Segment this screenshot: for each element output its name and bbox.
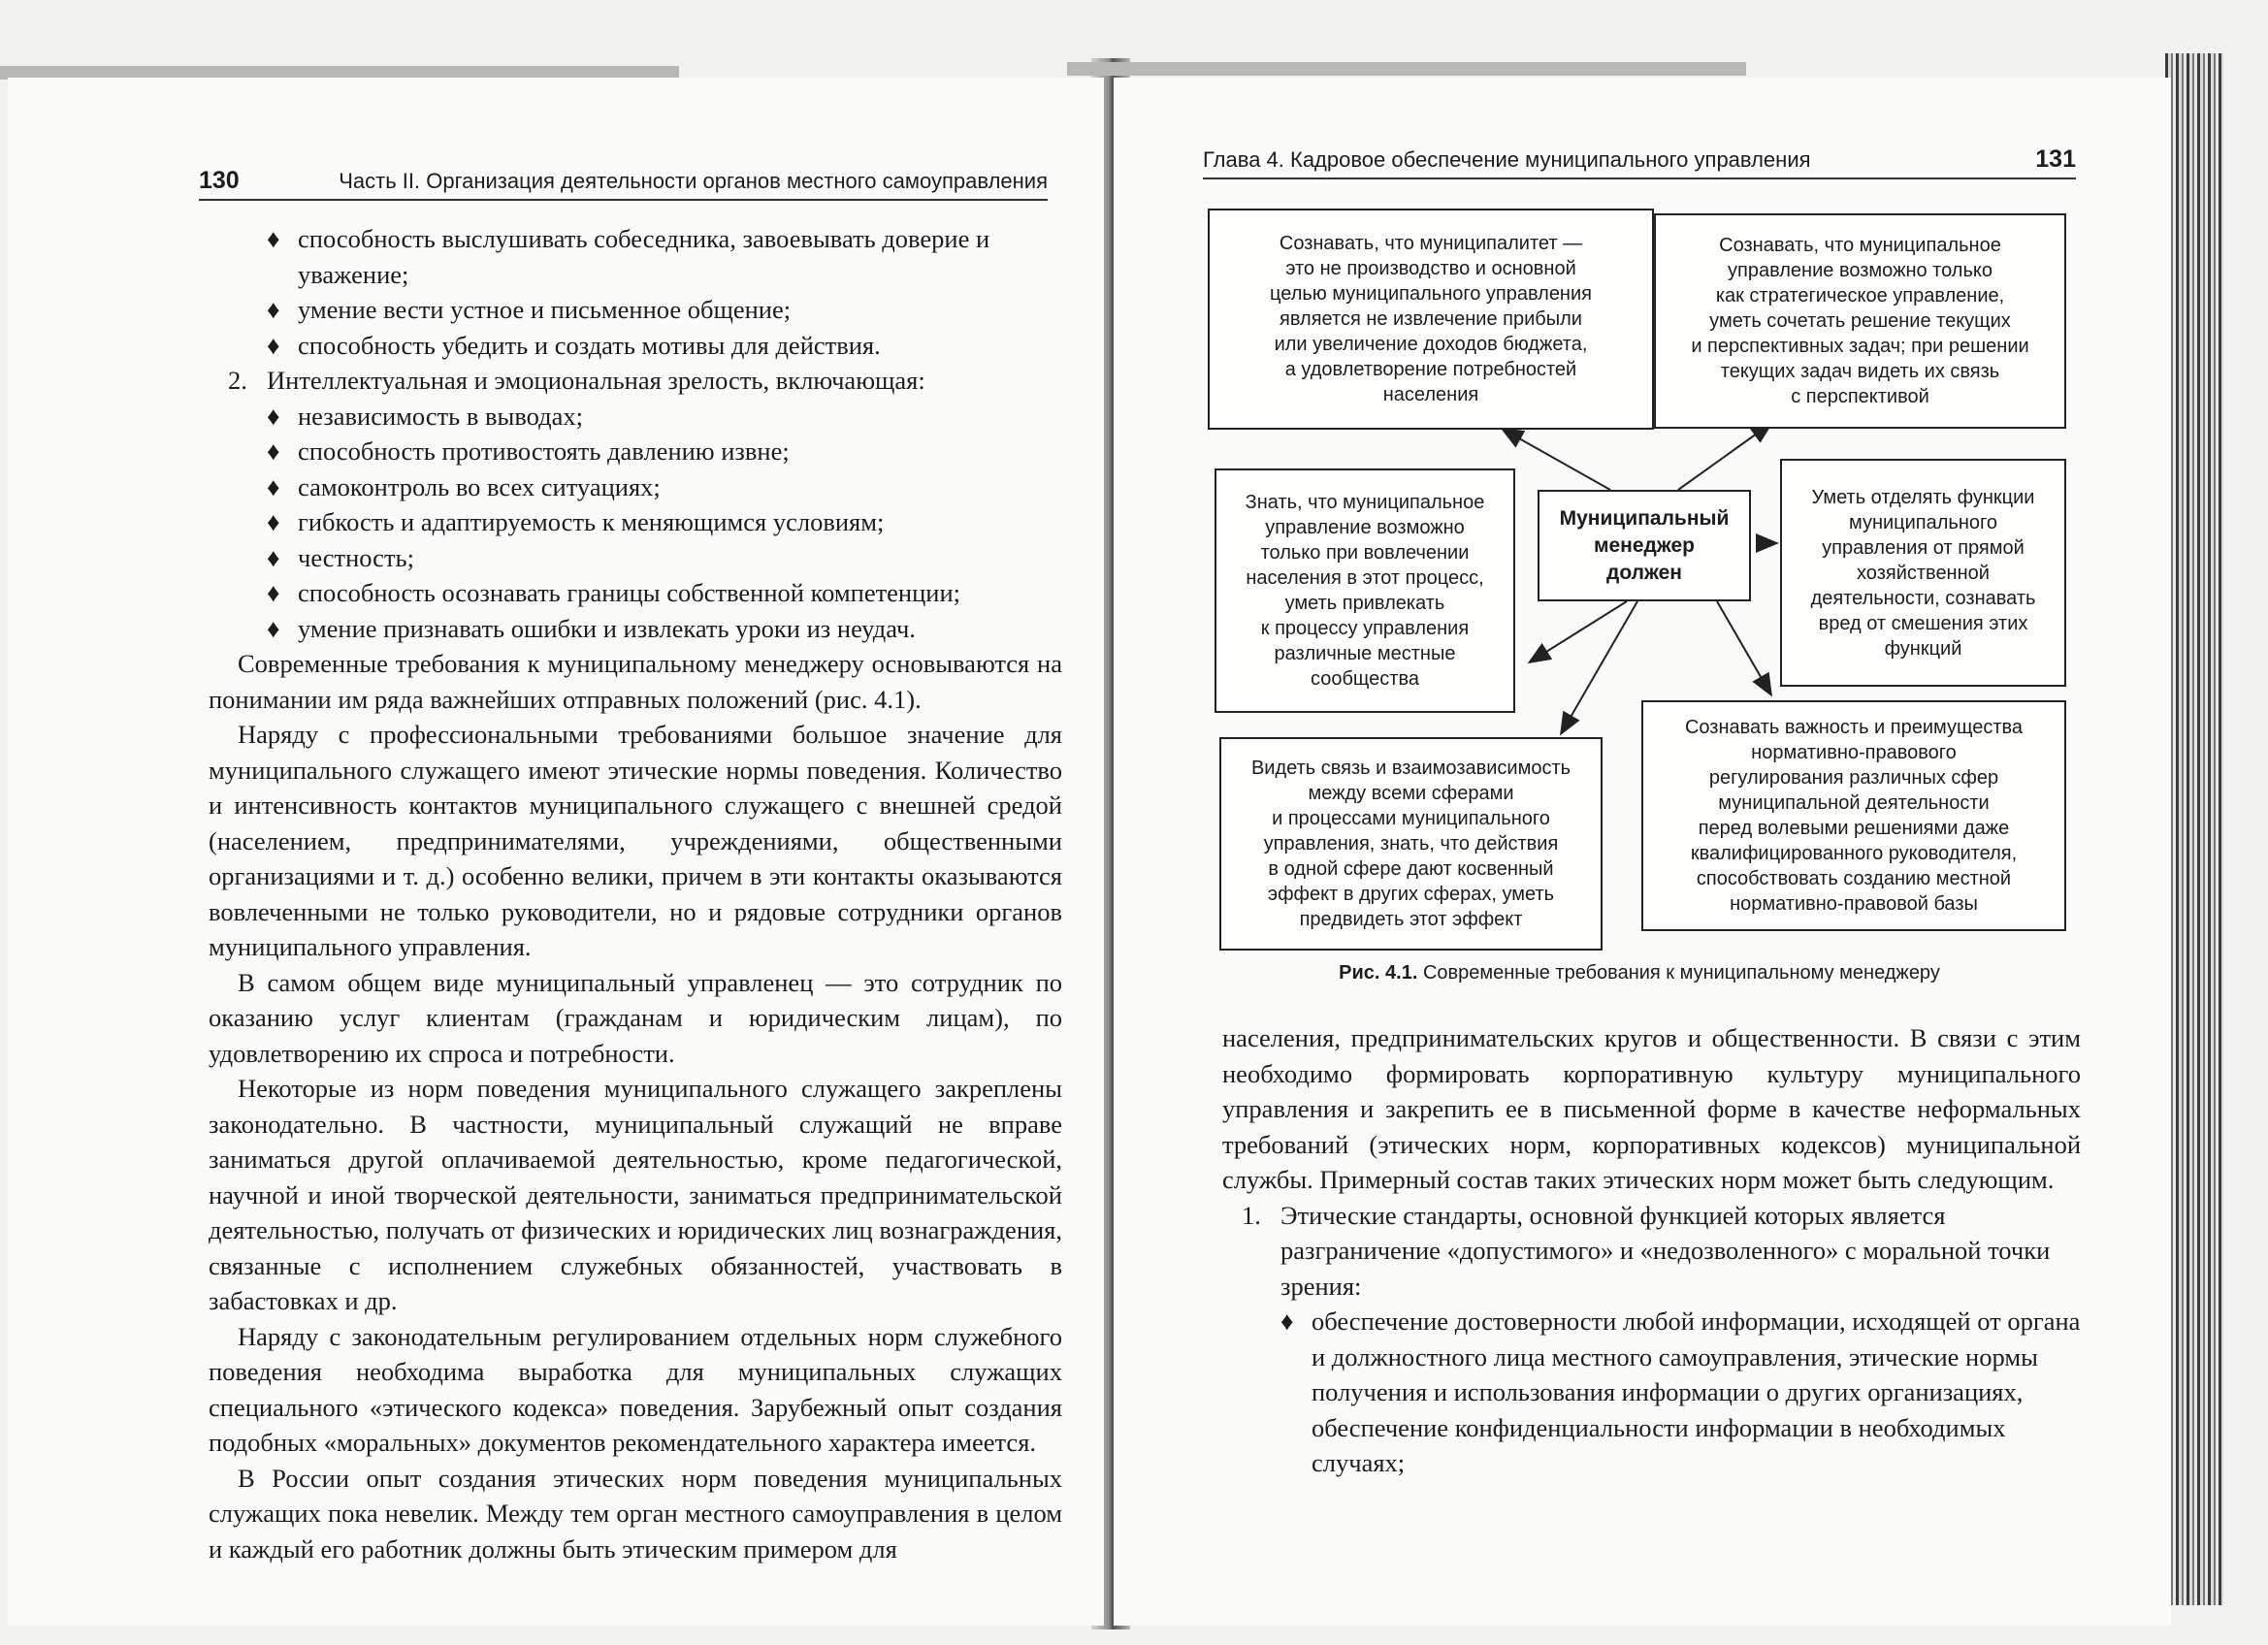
list-text: Интеллектуальная и эмоциональная зрелость, включающая: [267, 366, 925, 395]
box-text-line: эффект в других сферах, уметь [1267, 884, 1555, 905]
bullet-icon: ♦ [267, 542, 280, 572]
bullet-icon: ♦ [1280, 1306, 1294, 1336]
box-text-line: Видеть связь и взаимозависимость [1250, 758, 1571, 779]
bullet-icon: ♦ [267, 578, 280, 607]
paragraph: Наряду с законодательным регулированием отдельных норм служебного поведения необходима выработка для муниципальных служащих специального «этического кодекса» поведения. Зарубежный опыт создания подобных «моральных» документов рекомендательного характера имеется. [209, 1321, 1062, 1457]
box-text-line: или увеличение доходов бюджета, [1274, 334, 1588, 355]
box-text-line: это не производство и основной [1285, 258, 1576, 279]
box-text-line: управление возможно только [1728, 260, 1993, 281]
scan-shadow [1067, 62, 1746, 76]
bullet-item [267, 540, 1062, 576]
box-text-line: различные местные [1274, 643, 1456, 664]
box-text-line: Муниципальный [1559, 506, 1730, 530]
box-text-line: только при вовлечении [1260, 542, 1470, 564]
box-text-line: уметь сочетать решение текущих [1709, 310, 2011, 332]
box-text-line: Сознавать важность и преимущества [1684, 717, 2024, 738]
box-text-line: муниципального [1848, 511, 1997, 533]
box-text-line: целью муниципального управления [1270, 283, 1592, 305]
right-running-head [1203, 145, 2076, 179]
running-head-title: Глава 4. Кадровое обеспечение муниципального управления [1203, 147, 1811, 172]
bullet-text: способность выслушивать собеседника, завоевывать доверие и уважение; [298, 224, 990, 289]
box-text-line: текущих задач видеть их связь [1720, 361, 2000, 382]
bullet-text: самоконтроль во всех ситуациях; [298, 471, 661, 501]
bullet-text: способность убедить и создать мотивы для действия. [298, 330, 881, 360]
bullet-icon: ♦ [267, 613, 280, 643]
box-text-line: перед волевыми решениями даже [1698, 818, 2010, 839]
box-text-line: и перспективных задач; при решении [1691, 336, 2029, 357]
box-text-line: должен [1606, 561, 1682, 584]
right-page-text [1222, 1020, 2081, 1481]
box-text-line: Уметь отделять функции [1811, 486, 2035, 508]
left-page-text [209, 221, 1062, 1566]
box-text-line: нормативно-правового [1751, 742, 1957, 763]
box-text-line: вред от смешения этих [1818, 612, 2028, 634]
paragraph: Некоторые из норм поведения муниципального служащего закреплены законодательно. В частности, муниципальный служащий не вправе заниматься другой оплачиваемой деятельностью, кроме педагогической, научной и иной творческой деятельности, заниматься предпринимательской деятельностью, получать от физических и юридических лиц вознаграждения, связанные с исполнением служебных обязанностей, участвовать в забастовках и др. [209, 1074, 1062, 1315]
box-text-line: деятельности, сознавать [1810, 587, 2036, 609]
bullet-text: способность противостоять давлению извне; [298, 436, 790, 466]
bullet-text: гибкость и адаптируемость к меняющимся условиям; [298, 507, 885, 536]
box-text-line: способствовать созданию местной [1696, 868, 2012, 889]
numbered-item [1242, 1198, 2081, 1305]
box-text-line: населения [1382, 384, 1479, 405]
bullet-text: обеспечение достоверности любой информации, исходящей от органа и должностного лица местного самоуправления, этические нормы получения и использования информации о других организациях, обеспечение конфиденциальности информации в необходимых случаях; [1312, 1306, 2081, 1477]
box-text-line: и процессами муниципального [1272, 808, 1550, 829]
bullet-text: умение вести устное и письменное общение; [298, 295, 792, 324]
box-text-line: а удовлетворение потребностей [1284, 359, 1577, 380]
box-text-line: функций [1884, 637, 1962, 660]
box-text-line: Знать, что муниципальное [1245, 492, 1485, 513]
box-text-line: населения в этот процесс, [1246, 567, 1484, 589]
box-mid-left [1215, 468, 1515, 713]
left-running-head [199, 167, 1048, 201]
box-text-line: хозяйственной [1857, 562, 1990, 584]
box-text-line: управления, знать, что действия [1263, 833, 1559, 855]
box-mid-right [1780, 459, 2066, 687]
box-text-line: муниципальной деятельности [1718, 792, 1990, 814]
paragraph: В России опыт создания этических норм поведения муниципальных служащих пока невелик. Между тем орган местного самоуправления в целом и каждый его работник должны быть этическим примером для [209, 1463, 1062, 1564]
box-text-line: с перспективой [1791, 386, 1929, 407]
box-text-line: регулирования различных сфер [1708, 767, 1999, 789]
bullet-icon: ♦ [267, 330, 280, 360]
box-text-line: как стратегическое управление, [1715, 285, 2005, 306]
page-number: 130 [199, 167, 240, 194]
box-bottom-right [1641, 700, 2066, 931]
paragraph: Наряду с профессиональными требованиями большое значение для муниципального служащего имеют этические нормы поведения. Количество и интенсивность контактов муниципального служащего с внешней средой (населением, предпринимателями, учреждениями, общественными организациями и т. д.) особенно велики, причем в эти контакты оказываются вовлеченными не только руководители, но и рядовые сотрудники органов муниципального управления. [209, 720, 1062, 961]
box-text-line: менеджер [1593, 533, 1695, 557]
bullet-icon: ♦ [267, 507, 280, 536]
caption-label: Рис. 4.1. [1339, 962, 1418, 984]
bullet-text: независимость в выводах; [298, 401, 583, 431]
figure-caption [1203, 962, 2076, 984]
arrow-top-right [1678, 424, 1770, 490]
bullet-item [267, 469, 1062, 505]
paragraph: населения, предпринимательских кругов и общественности. В связи с этим необходимо формировать корпоративную культуру муниципального управления и закрепить ее в письменной форме в качестве неформальных требований (этических норм, корпоративных кодексов) муниципальной службы. Примерный состав таких этических норм может быть следующим. [1222, 1023, 2081, 1194]
box-top-left [1208, 209, 1654, 430]
box-text-line: Сознавать, что муниципальное [1719, 235, 2001, 256]
bullet-icon: ♦ [267, 401, 280, 431]
bullet-item [267, 611, 1062, 647]
box-text-line: в одной сфере дают косвенный [1268, 858, 1554, 880]
box-text-line: является не извлечение прибыли [1280, 308, 1582, 330]
list-number: 2. [228, 366, 247, 395]
arrow-mid-left [1531, 601, 1627, 661]
paragraph: В самом общем виде муниципальный управленец — это сотрудник по оказанию услуг клиентам (гражданам и юридическим лицам), по удовлетворению их спроса и потребности. [209, 967, 1062, 1068]
bullet-item [267, 328, 1062, 364]
bullet-icon: ♦ [267, 295, 280, 324]
arrow-bottom-right [1717, 601, 1770, 693]
list-text: Этические стандарты, основной функцией которых является разграничение «допустимого» и «недозволенного» с моральной точки зрения: [1280, 1200, 2051, 1301]
box-text-line: Сознавать, что муниципалитет — [1279, 233, 1583, 254]
bullet-item [267, 399, 1062, 435]
box-text-line: предвидеть этот эффект [1299, 909, 1523, 930]
bullet-text: умение признавать ошибки и извлекать уроки из неудач. [298, 613, 916, 643]
page-number: 131 [2035, 145, 2076, 173]
list-number: 1. [1242, 1200, 1261, 1230]
diagram-figure [1203, 209, 2076, 994]
box-text-line: управления от прямой [1822, 536, 2025, 559]
page-edge-stack [2165, 53, 2223, 1605]
box-text-line: сообщества [1311, 668, 1419, 690]
center-box [1538, 490, 1751, 601]
bullet-text: способность осознавать границы собственной компетенции; [298, 578, 961, 607]
numbered-item [228, 363, 1062, 399]
box-top-right [1654, 213, 2066, 429]
box-text-line: между всеми сферами [1308, 783, 1514, 804]
bullet-icon: ♦ [267, 436, 280, 466]
bullet-icon: ♦ [267, 224, 280, 253]
paragraph: Современные требования к муниципальному менеджеру основываются на понимании им ряда важнейших отправных положений (рис. 4.1). [209, 649, 1062, 714]
box-text-line: к процессу управления [1260, 618, 1470, 639]
bullet-item [267, 575, 1062, 611]
bullet-item [1280, 1304, 2081, 1481]
bullet-icon: ♦ [267, 471, 280, 501]
box-text-line: нормативно-правовой базы [1730, 893, 1978, 915]
arrow-bottom-left [1562, 601, 1637, 732]
bullet-item [267, 434, 1062, 469]
running-head-title: Часть II. Организация деятельности органов местного самоуправления [339, 169, 1048, 193]
caption-text: Современные требования к муниципальному менеджеру [1422, 962, 1940, 984]
bullet-item [267, 221, 1062, 292]
bullet-item [267, 292, 1062, 328]
box-text-line: управление возможно [1265, 517, 1465, 538]
box-text-line: уметь привлекать [1284, 593, 1445, 614]
bullet-item [267, 504, 1062, 540]
box-text-line: квалифицированного руководителя, [1690, 843, 2018, 864]
box-bottom-left [1219, 737, 1603, 951]
bullet-text: честность; [298, 542, 414, 572]
arrow-top-left [1504, 430, 1610, 490]
